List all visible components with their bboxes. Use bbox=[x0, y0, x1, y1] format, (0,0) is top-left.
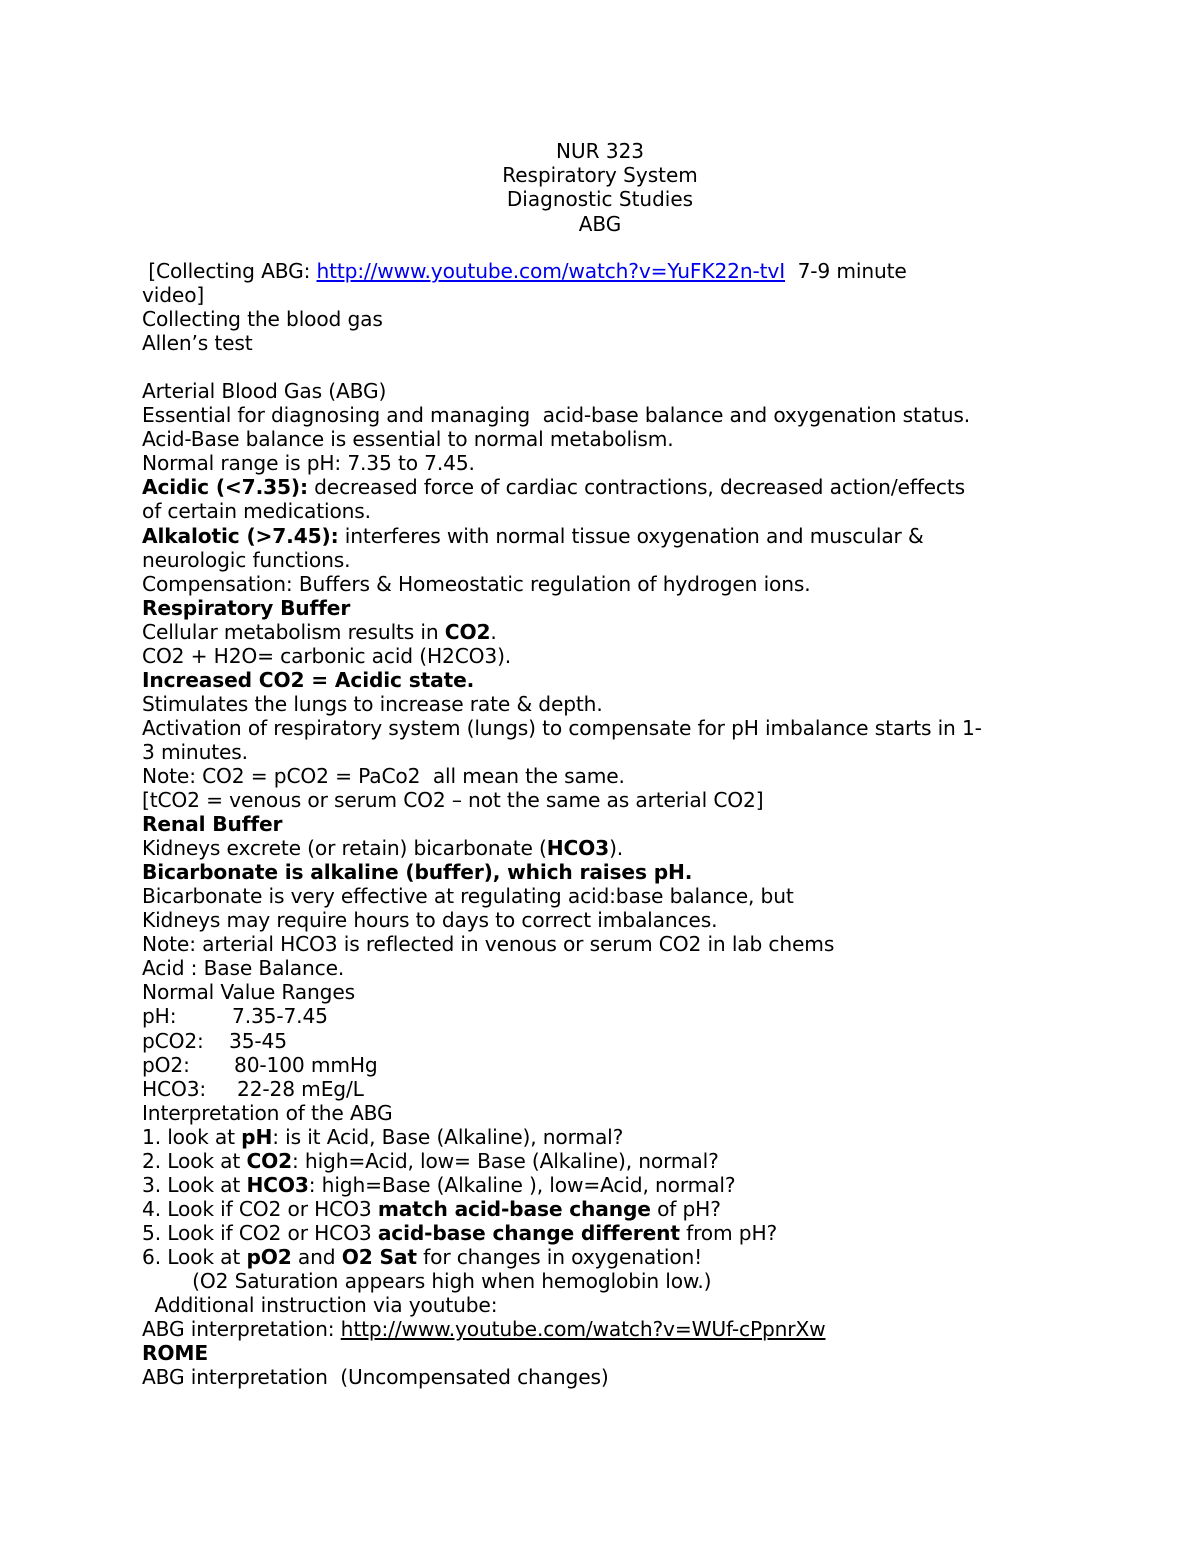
metabolism-line: Cellular metabolism results in CO2. bbox=[142, 619, 497, 644]
interpretation-step: 4. Look if CO2 or HCO3 match acid-base change of pH? bbox=[142, 1196, 721, 1221]
carbonic-acid-equation: CO2 + H2O= carbonic acid (H2CO3). bbox=[142, 643, 512, 668]
collecting-continued: video] bbox=[142, 283, 205, 308]
stimulates-line: Stimulates the lungs to increase rate & depth. bbox=[142, 691, 603, 716]
document-body bbox=[142, 259, 1062, 1389]
normal-value-row: pO2: 80-100 mmHg bbox=[142, 1052, 378, 1077]
tco2-note: [tCO2 = venous or serum CO2 – not the same as arterial CO2] bbox=[142, 788, 764, 813]
abg-normal-range: Normal range is pH: 7.35 to 7.45. bbox=[142, 451, 475, 476]
acid-base-balance: Acid : Base Balance. bbox=[142, 956, 345, 981]
abg-balance: Acid-Base balance is essential to normal metabolism. bbox=[142, 427, 674, 452]
co2-note: Note: CO2 = pCO2 = PaCo2 all mean the same. bbox=[142, 763, 625, 788]
interpretation-step: 6. Look at pO2 and O2 Sat for changes in oxygenation! bbox=[142, 1244, 703, 1269]
interpretation-step: 5. Look if CO2 or HCO3 acid-base change different from pH? bbox=[142, 1220, 778, 1245]
document-title-block bbox=[0, 139, 1200, 236]
bicarbonate-effective-line: Bicarbonate is very effective at regulating acid:base balance, but bbox=[142, 884, 794, 909]
alkalotic-label: Alkalotic (>7.45): bbox=[142, 523, 339, 548]
collecting-video-link[interactable]: http://www.youtube.com/watch?v=YuFK22n-tvI bbox=[316, 259, 786, 283]
activation-line: Activation of respiratory system (lungs) to compensate for pH imbalance starts in 1- bbox=[142, 715, 982, 740]
normal-value-row: pCO2: 35-45 bbox=[142, 1028, 287, 1053]
abg-interpretation-video-link[interactable]: http://www.youtube.com/watch?v=WUf-cPpnrXw bbox=[340, 1317, 826, 1342]
kidneys-line: Kidneys excrete (or retain) bicarbonate (HCO3). bbox=[142, 836, 624, 861]
collecting-blood-gas: Collecting the blood gas bbox=[142, 307, 383, 332]
compensation-line: Compensation: Buffers & Homeostatic regulation of hydrogen ions. bbox=[142, 571, 811, 596]
hco3-note: Note: arterial HCO3 is reflected in venous or serum CO2 in lab chems bbox=[142, 932, 835, 957]
subtopic-title: ABG bbox=[578, 211, 622, 236]
abg-interpretation-link-line: ABG interpretation: http://www.youtube.com/watch?v=WUf-cPpnrXw bbox=[142, 1317, 826, 1342]
increased-co2-line: Increased CO2 = Acidic state. bbox=[142, 667, 475, 692]
activation-line-2: 3 minutes. bbox=[142, 739, 248, 764]
bicarbonate-alkaline-line: Bicarbonate is alkaline (buffer), which raises pH. bbox=[142, 860, 693, 885]
topic-title: Diagnostic Studies bbox=[506, 187, 694, 212]
uncompensated-line: ABG interpretation (Uncompensated changes) bbox=[142, 1365, 609, 1390]
normal-values-heading: Normal Value Ranges bbox=[142, 980, 355, 1005]
interpretation-heading: Interpretation of the ABG bbox=[142, 1100, 393, 1125]
normal-value-row: HCO3: 22-28 mEg/L bbox=[142, 1076, 364, 1101]
alkalotic-line-2: neurologic functions. bbox=[142, 547, 351, 572]
blank-line bbox=[142, 355, 1062, 379]
kidneys-time-line: Kidneys may require hours to days to correct imbalances. bbox=[142, 908, 718, 933]
acidic-line: Acidic (<7.35): decreased force of cardiac contractions, decreased action/effects bbox=[142, 475, 966, 500]
respiratory-buffer-heading: Respiratory Buffer bbox=[142, 595, 351, 620]
abg-heading: Arterial Blood Gas (ABG) bbox=[142, 379, 387, 404]
additional-instruction: Additional instruction via youtube: bbox=[142, 1293, 498, 1318]
acidic-label: Acidic (<7.35): bbox=[142, 475, 308, 500]
acidic-line-2: of certain medications. bbox=[142, 499, 371, 524]
course-title: NUR 323 bbox=[555, 139, 645, 163]
renal-buffer-heading: Renal Buffer bbox=[142, 812, 283, 837]
interpretation-step: 2. Look at CO2: high=Acid, low= Base (Alkaline), normal? bbox=[142, 1148, 719, 1173]
system-title: Respiratory System bbox=[502, 163, 698, 188]
interpretation-step: 3. Look at HCO3: high=Base (Alkaline ), low=Acid, normal? bbox=[142, 1172, 736, 1197]
allens-test: Allen’s test bbox=[142, 331, 253, 356]
o2-saturation-note: (O2 Saturation appears high when hemoglobin low.) bbox=[142, 1268, 712, 1293]
collecting-line: [Collecting ABG: http://www.youtube.com/watch?v=YuFK22n-tvI 7-9 minute bbox=[142, 259, 907, 283]
interpretation-step: 1. look at pH: is it Acid, Base (Alkaline), normal? bbox=[142, 1124, 624, 1149]
rome-heading: ROME bbox=[142, 1341, 208, 1366]
abg-essential: Essential for diagnosing and managing acid-base balance and oxygenation status. bbox=[142, 403, 971, 428]
alkalotic-line: Alkalotic (>7.45): interferes with normal tissue oxygenation and muscular & bbox=[142, 523, 924, 548]
normal-value-row: pH: 7.35-7.45 bbox=[142, 1004, 328, 1029]
